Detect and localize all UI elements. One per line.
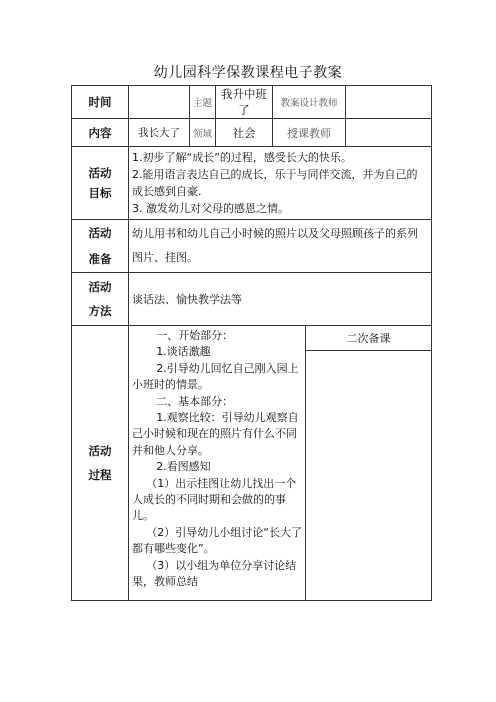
domain-value: 社会 (216, 119, 273, 147)
time-value (129, 86, 190, 119)
process-line: 一、开始部分： (156, 329, 234, 342)
process-label (72, 326, 129, 601)
goal-item: 3. 激发幼儿对父母的感恩之情。 (132, 202, 289, 215)
prep-label-a: 活动 (88, 226, 112, 240)
goal-item: 1.初步了解“成长”的过程，感受长大的快乐。 (132, 151, 352, 164)
process-line: 2.看图感知 (156, 460, 211, 474)
row-goals (72, 147, 432, 220)
content-label: 内容 (72, 119, 129, 147)
process-label-a: 活动 (88, 444, 112, 458)
goals-label-b: 目标 (88, 186, 112, 200)
row-process-top (72, 326, 432, 351)
method-content: 谈话法、愉快教学法等 (129, 273, 432, 326)
method-label (72, 273, 129, 326)
goals-label (72, 147, 129, 220)
teacher-value (346, 119, 432, 147)
prep-content: 幼儿用书和幼儿自己小时候的照片以及父母照顾孩子的系列图片、挂图。 (129, 220, 432, 273)
process-line: 2.引导幼儿回忆自己刚入园上小班时的情景。 (132, 361, 299, 392)
content-value: 我长大了 (129, 119, 190, 147)
process-line: 1.谈话激趣 (156, 345, 211, 359)
time-label: 时间 (72, 86, 129, 119)
process-line: 二、基本部分： (156, 394, 234, 408)
method-label-b: 方法 (88, 304, 112, 318)
process-line: 1.观察比较：引导幼儿观察自己小时候和现在的照片有什么不同并和他人分享。 (132, 411, 299, 457)
prep-label-b: 准备 (88, 252, 112, 266)
process-content (129, 326, 306, 601)
domain-label: 领域 (190, 119, 216, 147)
theme-value: 我升中班了 (216, 86, 273, 119)
row-method (72, 273, 432, 326)
process-line: （1）出示挂图让幼儿找出一个人成长的不同时期和会做的的事儿。 (132, 476, 297, 523)
goal-item: 2.能用语言表达自己的成长，乐于与同伴交流，并为自己的成长感到自豪. (132, 168, 418, 198)
goals-content (129, 147, 432, 220)
teacher-label: 授课教师 (273, 119, 346, 147)
row-time (72, 86, 432, 119)
second-prep-area (306, 351, 432, 601)
goals-label-a: 活动 (88, 166, 112, 180)
designer-value (346, 86, 432, 119)
row-prep (72, 220, 432, 273)
process-label-b: 过程 (88, 468, 112, 482)
process-line: （3）以小组为单位分享讨论结果，教师总结 (132, 558, 297, 589)
process-line: （2）引导幼儿小组讨论“长大了都有哪些变化”。 (132, 525, 302, 556)
prep-label (72, 220, 129, 273)
row-content (72, 119, 432, 147)
page-title: 幼儿园科学保教课程电子教案 (153, 65, 343, 81)
method-label-a: 活动 (88, 280, 112, 294)
lesson-plan-table (71, 85, 432, 601)
theme-label: 主题 (190, 86, 216, 119)
second-prep-header: 二次备课 (306, 326, 432, 351)
designer-label: 教案设计教师 (273, 86, 346, 119)
